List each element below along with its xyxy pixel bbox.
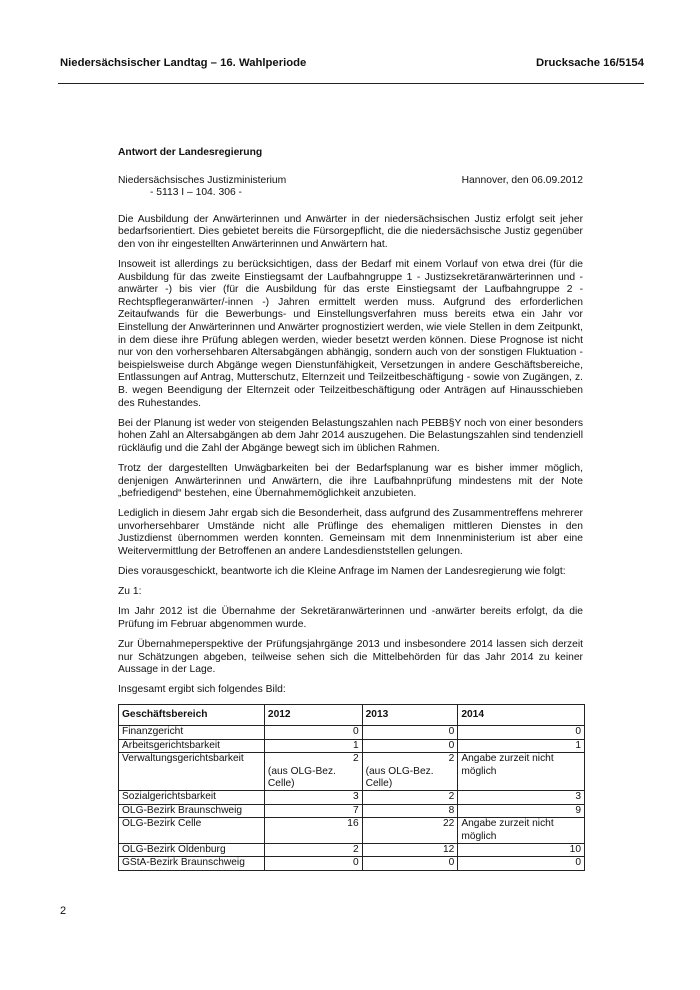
column-header: Geschäftsbereich bbox=[119, 705, 265, 726]
table-header-row bbox=[119, 705, 585, 726]
cell-y2012 bbox=[264, 753, 362, 791]
paragraph: Insoweit ist allerdings zu berücksichtigen, dass der Bedarf mit einem Vorlauf von etwa drei (für die Ausbildung für das zweite Einstiegsamt der Laufbahngruppe 1 - Justizsekretäranwärterinnen und -anwärter -) bis vier (für die Ausbildung für das erste Einstiegsamt der Laufbahngruppe 2 - Rechtspflegeranwärter/-innen -) Jahren ermittelt werden muss. Aufgrund des erforderlichen Zeitaufwands für die Bewerbungs- und Einstellungsverfahren muss bereits etwa ein Jahr vor Einstellung der Anwärterinnen und Anwärter prognostiziert werden, wie viele Stellen in dem Zeitpunkt, in dem diese ihre Prüfung ablegen werden, wieder besetzt werden können. Diese Prognose ist nicht nur von den vorhersehbaren Altersabgängen abhängig, sondern auch von der sonstigen Fluktuation - beispielsweise durch Abgänge wegen Dienstunfähigkeit, Versetzungen in andere Geschäftsbereiche, Entlassungen auf Antrag, Mutterschutz, Elternzeit und Teilzeitbeschäftigung - sowie von Zugängen, z. B. wegen Beendigung der Elternzeit oder Teilzeitbeschäftigung oder Anträgen auf Hinausschieben des Ruhestandes. bbox=[118, 259, 583, 409]
table-row bbox=[119, 804, 585, 817]
column-header: 2012 bbox=[264, 705, 362, 726]
cell-value: 7 bbox=[352, 804, 359, 816]
cell-value: 0 bbox=[575, 726, 581, 738]
paragraph: Lediglich in diesem Jahr ergab sich die Besonderheit, dass aufgrund des Zusammentreffens mehrerer unvorhersehbarer Umstände nicht alle Prüflinge des ehemaligen mittleren Dienstes in den Justizdienst übernommen werden konnten. Gemeinsam mit dem Innenministerium ist aber eine Weitervermittlung der Betroffenen an andere Landesdienststellen gelungen. bbox=[118, 508, 583, 558]
paragraph: Die Ausbildung der Anwärterinnen und Anwärter in der niedersächsischen Justiz erfolgt seit jeher bedarfsorientiert. Dies gebietet bereits die Fürsorgepflicht, die die niedersächsische Justiz gegenüber den von ihr eingestellten Anwärterinnen und Anwärtern hat. bbox=[118, 213, 583, 250]
column-header: 2013 bbox=[362, 705, 458, 726]
place-date: Hannover, den 06.09.2012 bbox=[461, 174, 583, 186]
table-row bbox=[119, 753, 585, 791]
cell-y2014 bbox=[458, 818, 585, 844]
header-title: Niedersächsischer Landtag – 16. Wahlperiode bbox=[60, 57, 307, 69]
cell-value: 2 bbox=[352, 844, 359, 856]
data-table bbox=[118, 704, 585, 870]
table-row bbox=[119, 857, 585, 870]
cell-value: 3 bbox=[352, 791, 359, 803]
cell-value: 1 bbox=[352, 739, 359, 751]
document-body bbox=[118, 147, 583, 871]
doc-title: Antwort der Landesregierung bbox=[118, 147, 263, 158]
cell-geschaeftsbereich: OLG-Bezirk Celle bbox=[119, 818, 265, 844]
cell-note: Angabe zurzeit nicht möglich bbox=[461, 818, 554, 842]
cell-y2014 bbox=[458, 844, 585, 857]
paragraph: Trotz der dargestellten Unwägbarkeiten bei der Bedarfsplanung war es bisher immer möglich, denjenigen Anwärterinnen und Anwärtern, die ihre Laufbahnprüfung mindestens mit der Note „befriedigend“ bestehen, eine Übernahmemöglichkeit anzubieten. bbox=[118, 462, 583, 500]
reference-number: - 5113 I – 104. 306 - bbox=[150, 187, 242, 199]
cell-value: 2 bbox=[352, 753, 359, 765]
cell-value: 10 bbox=[569, 844, 581, 856]
cell-value: 1 bbox=[575, 739, 581, 751]
cell-note: Angabe zurzeit nicht möglich bbox=[461, 753, 554, 777]
cell-value: 0 bbox=[575, 857, 581, 869]
cell-value: 3 bbox=[575, 791, 581, 803]
header-divider bbox=[58, 83, 644, 84]
paragraph: Dies vorausgeschickt, beantworte ich die Kleine Anfrage im Namen der Landesregierung wie folgt: bbox=[118, 566, 566, 578]
cell-y2013 bbox=[362, 726, 458, 739]
cell-y2013 bbox=[362, 818, 458, 844]
cell-geschaeftsbereich: Verwaltungsgerichtsbarkeit bbox=[119, 753, 265, 791]
ministry-name: Niedersächsisches Justizministerium bbox=[118, 174, 287, 186]
cell-y2012 bbox=[264, 844, 362, 857]
cell-y2013 bbox=[362, 844, 458, 857]
cell-geschaeftsbereich: Arbeitsgerichtsbarkeit bbox=[119, 739, 265, 752]
cell-geschaeftsbereich: GStA-Bezirk Braunschweig bbox=[119, 857, 265, 870]
cell-geschaeftsbereich: OLG-Bezirk Braunschweig bbox=[119, 804, 265, 817]
cell-y2014 bbox=[458, 791, 585, 804]
cell-value: 0 bbox=[448, 726, 455, 738]
cell-y2014 bbox=[458, 726, 585, 739]
cell-y2013 bbox=[362, 857, 458, 870]
paragraph: Insgesamt ergibt sich folgendes Bild: bbox=[118, 684, 286, 696]
cell-y2013 bbox=[362, 791, 458, 804]
cell-value: 12 bbox=[443, 844, 455, 856]
table-row bbox=[119, 818, 585, 844]
cell-y2012 bbox=[264, 857, 362, 870]
page-number: 2 bbox=[60, 905, 67, 917]
cell-geschaeftsbereich: Finanzgericht bbox=[119, 726, 265, 739]
cell-y2012 bbox=[264, 818, 362, 844]
cell-y2012 bbox=[264, 739, 362, 752]
document-number: Drucksache 16/5154 bbox=[535, 57, 644, 69]
cell-value: 0 bbox=[448, 857, 455, 869]
cell-note: (aus OLG-Bez. Celle) bbox=[267, 765, 336, 789]
table-row bbox=[119, 791, 585, 804]
cell-value: 0 bbox=[352, 726, 359, 738]
cell-y2013 bbox=[362, 804, 458, 817]
cell-value: 22 bbox=[443, 818, 455, 830]
paragraph: Zur Übernahmeperspektive der Prüfungsjahrgänge 2013 und insbesondere 2014 lassen sich derzeit nur Schätzungen abgeben, teilweise sehen sich die Mittelbehörden für das Jahr 2014 zu keiner Aussage in der Lage. bbox=[118, 639, 583, 676]
cell-note: (aus OLG-Bez. Celle) bbox=[365, 765, 434, 789]
table-row bbox=[119, 726, 585, 739]
cell-value: 2 bbox=[448, 753, 455, 765]
paragraph: Bei der Planung ist weder von steigenden Belastungszahlen nach PEBB§Y noch von einer besonders hohen Zahl an Altersabgängen ab dem Jahr 2014 auszugehen. Die Belastungszahlen sind tendenziell rückläufig und die Zahl der Abgänge bewegt sich im üblichen Rahmen. bbox=[118, 417, 583, 454]
cell-y2014 bbox=[458, 739, 585, 752]
cell-value: 8 bbox=[448, 804, 455, 816]
cell-y2014 bbox=[458, 804, 585, 817]
table-row bbox=[119, 844, 585, 857]
cell-y2012 bbox=[264, 791, 362, 804]
column-header: 2014 bbox=[458, 705, 585, 726]
cell-y2014 bbox=[458, 753, 585, 791]
cell-value: 0 bbox=[352, 857, 359, 869]
cell-value: 9 bbox=[575, 804, 581, 816]
cell-y2012 bbox=[264, 804, 362, 817]
cell-y2013 bbox=[362, 739, 458, 752]
cell-geschaeftsbereich: Sozialgerichtsbarkeit bbox=[119, 791, 265, 804]
cell-value: 0 bbox=[448, 739, 455, 751]
cell-y2012 bbox=[264, 726, 362, 739]
paragraph: Im Jahr 2012 ist die Übernahme der Sekretäranwärterinnen und -anwärter bereits erfolgt, da die Prüfung im Februar abgenommen wurde. bbox=[118, 606, 583, 630]
cell-geschaeftsbereich: OLG-Bezirk Oldenburg bbox=[119, 844, 265, 857]
cell-y2013 bbox=[362, 753, 458, 791]
table-row bbox=[119, 739, 585, 752]
sender-line bbox=[118, 175, 583, 188]
cell-value: 2 bbox=[448, 791, 455, 803]
cell-value: 16 bbox=[347, 818, 359, 830]
cell-y2014 bbox=[458, 857, 585, 870]
paragraph: Zu 1: bbox=[118, 586, 142, 598]
